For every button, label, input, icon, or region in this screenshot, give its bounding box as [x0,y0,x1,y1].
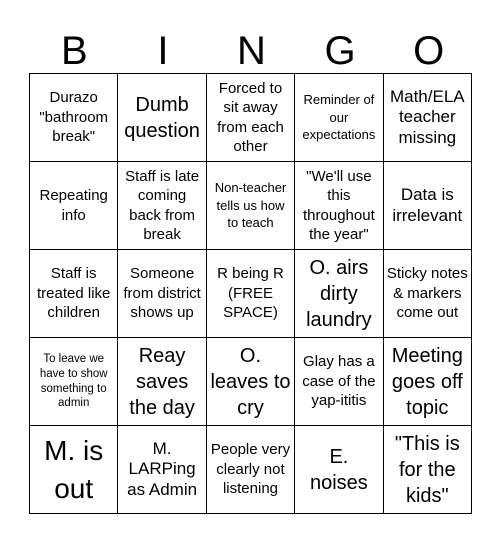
bingo-cell-1-2[interactable]: Dumb question [118,74,206,162]
bingo-cell-1-5[interactable]: Math/ELA teacher missing [384,74,472,162]
bingo-cell-2-2[interactable]: Staff is late coming back from break [118,162,206,250]
bingo-cell-3-5[interactable]: Sticky notes & markers come out [384,250,472,338]
bingo-board [29,73,472,514]
bingo-cell-5-5[interactable]: "This is for the kids" [384,426,472,514]
bingo-cell-4-1[interactable]: To leave we have to show something to admin [30,338,118,426]
bingo-cell-4-2[interactable]: Reay saves the day [118,338,206,426]
bingo-cell-4-5[interactable]: Meeting goes off topic [384,338,472,426]
bingo-cell-2-5[interactable]: Data is irrelevant [384,162,472,250]
header-letter-b: B [60,29,88,73]
bingo-cell-5-2[interactable]: M. LARPing as Admin [118,426,206,514]
bingo-cell-5-4[interactable]: E. noises [295,426,383,514]
header-letter-g: G [324,29,356,73]
bingo-cell-5-3[interactable]: People very clearly not listening [207,426,295,514]
header-letter-o: O [413,29,445,73]
bingo-cell-2-3[interactable]: Non-teacher tells us how to teach [207,162,295,250]
bingo-cell-2-1[interactable]: Repeating info [30,162,118,250]
bingo-cell-5-1[interactable]: M. is out [30,426,118,514]
bingo-header [30,22,473,80]
bingo-cell-2-4[interactable]: "We'll use this throughout the year" [295,162,383,250]
bingo-cell-3-3-free-space[interactable]: R being R (FREE SPACE) [207,250,295,338]
bingo-cell-1-4[interactable]: Reminder of our expectations [295,74,383,162]
bingo-cell-4-3[interactable]: O. leaves to cry [207,338,295,426]
bingo-cell-3-4[interactable]: O. airs dirty laundry [295,250,383,338]
bingo-cell-1-1[interactable]: Durazo "bathroom break" [30,74,118,162]
bingo-cell-4-4[interactable]: Glay has a case of the yap-ititis [295,338,383,426]
bingo-cell-1-3[interactable]: Forced to sit away from each other [207,74,295,162]
bingo-cell-3-1[interactable]: Staff is treated like children [30,250,118,338]
header-letter-i: I [157,29,169,73]
bingo-cell-3-2[interactable]: Someone from district shows up [118,250,206,338]
header-letter-n: N [237,29,266,73]
